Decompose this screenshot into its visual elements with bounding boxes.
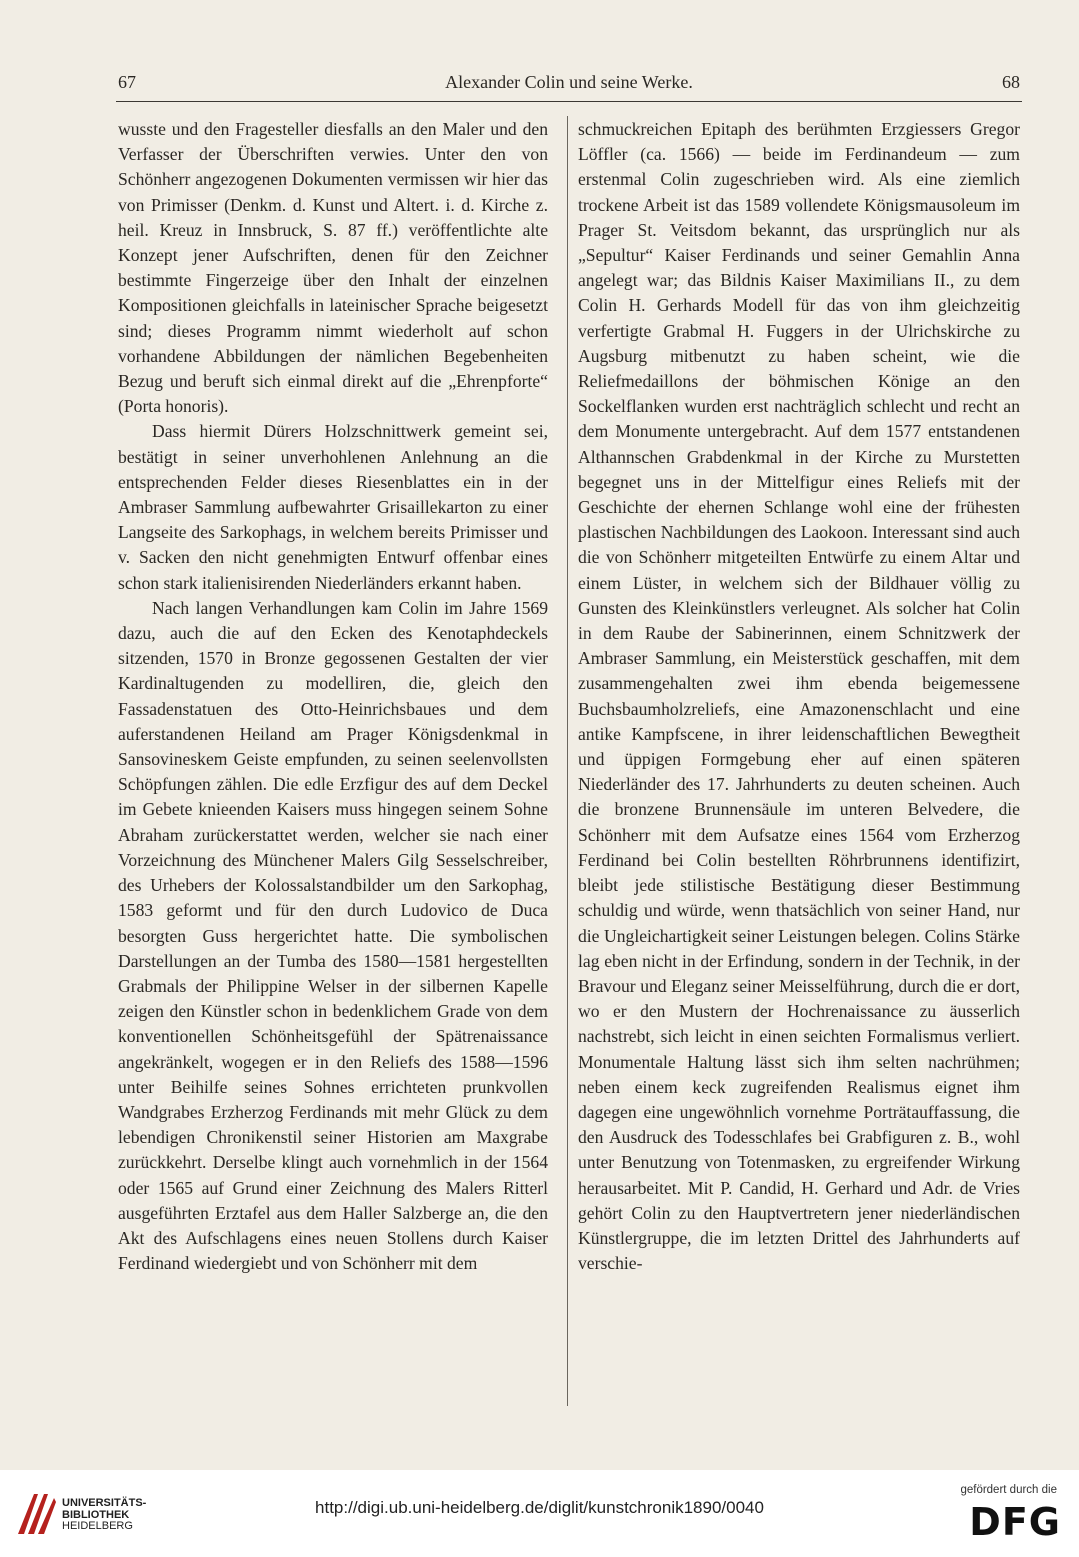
permalink-url[interactable]: http://digi.ub.uni-heidelberg.de/diglit/kunstchronik1890/0040 [315, 1498, 764, 1517]
funded-by-label: gefördert durch die [960, 1484, 1057, 1496]
column-divider [567, 116, 568, 1406]
running-header [116, 72, 1022, 98]
paragraph: schmuckreichen Epitaph des berühmten Erzgiessers Gregor Löffler (ca. 1566) — beide im Ferdinandeum — zum erstenmal Colin zugeschrieben wird. Als eine ziemlich trockene Arbeit ist das 1589 vollendete Königsmausoleum im Prager St. Veitsdom bekannt, das ursprünglich nur als „Sepultur“ Kaiser Ferdinands und seiner Gemahlin Anna angelegt war; das Bildnis Kaiser Maximilians II., zu dem Colin H. Gerhards Modell für das von ihm gleichzeitig verfertigte Grabmal H. Fuggers in der Ulrichskirche zu Augsburg mitbenutzt zu haben scheint, wie die Reliefmedaillons der böhmischen Könige an den Sockelflanken wurden erst nachträglich schlecht und recht an dem Monumente untergebracht. Auf dem 1577 entstandenen Althannschen Grabdenkmal in der Kirche zu Murstetten begegnet uns in der Mittelfigur eines Reliefs mit der Geschichte der ehernen Schlange wohl eine der frühesten plastischen Nachbildungen des Laokoon. Interessant sind auch die von Schönherr mitgeteilten Entwürfe zu einem Altar und einem Lüster, in welchem sich der Bildhauer völlig zu Gunsten des Kleinkünstlers verleugnet. Als solcher hat Colin in dem Raube der Sabinerinnen, einem Schnitzwerk der Ambraser Sammlung, ein Meisterstück geschaffen, mit dem zusammengehalten zwei ihm ebenda beigemessene Buchsbaumholzreliefs, eine Amazonenschlacht und eine antike Kampfscene, in ihrer leidenschaftlichen Bewegtheit und üppigen Formgebung eher auf einen späteren Niederländer des 17. Jahrhunderts zu deuten scheinen. Auch die bronzene Brunnensäule im unteren Belvedere, die Schönherr mit dem Aufsatze eines 1564 vom Erzherzog Ferdinand bei Colin bestellten Röhrbrunnens identifizirt, bleibt jede stilistische Bestätigung dieser Bestimmung schuldig und würde, wenn thatsächlich von seiner Hand, nur die Ungleichartigkeit seiner Leistungen belegen. Colins Stärke lag eben nicht in der Erfindung, sondern in der Technik, in der Bravour und Eleganz seiner Meisselführung, durch die er dort, wo er den Mustern der Hochrenaissance zu äusserlich nachstrebt, sich leicht in einen seichten Formalismus verliert. Monumentale Haltung lässt sich ihm selten nachrühmen; neben einem keck zugreifenden Realismus eignet ihm dagegen eine ungewöhnlich vornehme Porträtauffassung, die den Ausdruck des Todesschlafes bei Grabfiguren z. B., wohl unter Benutzung von Totenmasken, zu ergreifender Wirkung herausarbeitet. Mit P. Candid, H. Gerhard und Adr. de Vries gehört Colin zu den Hauptvertretern jener niederländischen Künstlergruppe, die im letzten Drittel des Jahrhunderts auf verschie- [578, 119, 1020, 1274]
library-name: UNIVERSITÄTS- BIBLIOTHEK HEIDELBERG [62, 1497, 147, 1532]
dfg-logo[interactable]: DFG [969, 1500, 1061, 1544]
paragraph: wusste und den Fragesteller diesfalls an den Maler und den Verfasser der Überschriften verwies. Unter den von Schönherr angezogenen Dokumenten vermissen wir hier das von Primisser (Denkm. d. Kunst und Altert. i. d. Kirche z. heil. Kreuz in Innsbruck, S. 87 ff.) veröffentlichte alte Konzept jener Aufschriften, denen für den Zeichner bestimmte Fingerzeige über den Inhalt der einzelnen Kompositionen gleichfalls in lateinischer Sprache beigesetzt sind; dieses Programm nimmt wiederholt auf schon vorhandene Abbildungen der nämlichen Begebenheiten Bezug und beruft sich einmal direkt auf die „Ehrenpforte“ (Porta honoris). [118, 119, 548, 417]
footer-bar [0, 1470, 1079, 1557]
header-rule [116, 101, 1022, 102]
paragraph: Nach langen Verhandlungen kam Colin im Jahre 1569 dazu, auch die auf den Ecken des Kenotaphdeckels sitzenden, 1570 in Bronze gegossenen Gestalten der vier Kardinaltugenden zu modelliren, die, gleich den Fassadenstatuen des Otto-Heinrichsbaues und dem auferstandenen Heiland am Prager Königsdenkmal in Sansovineskem Geiste empfunden, zu seinen seelenvollsten Schöpfungen zählen. Die edle Erzfigur des auf dem Deckel im Gebete knieenden Kaisers muss hingegen seinem Sohne Abraham zurückerstattet werden, welcher sie nach einer Vorzeichnung des Münchener Malers Gilg Sesselschreiber, des Urhebers der Kolossalstandbilder um den Sarkophag, 1583 geformt und für den durch Ludovico de Duca besorgten Guss hergerichtet hatte. Die symbolischen Darstellungen an der Tumba des 1580—1581 hergestellten Grabmals der Philippine Welser in der silbernen Kapelle zeigen den Künstler schon in bedenklichem Grade von dem konventionellen Schönheitsgefühl der Spätrenaissance angekränkelt, wogegen er in den Reliefs des 1588—1596 unter Beihilfe seines Sohnes errichteten prunkvollen Wandgrabes Erzherzog Ferdinands mit mehr Glück zu dem lebendigen Chronikenstil seiner Historien am Maxgrabe zurückkehrt. Derselbe klingt auch vornehmlich in der 1564 oder 1565 auf Grund einer Zeichnung des Malers Ritterl ausgeführten Erztafel aus dem Haller Salzberge an, die den Akt des Aufschlagens eines neuen Stollens durch Kaiser Ferdinand wiedergiebt und von Schönherr mit dem [118, 597, 548, 1274]
right-column [578, 117, 1020, 1276]
paragraph: Dass hiermit Dürers Holzschnittwerk gemeint sei, bestätigt in seiner unverhohlenen Anlehnung an die entsprechenden Felder dieses Riesenblattes ein in der Ambraser Sammlung aufbewahrter Grisaillekarton zu einer Langseite des Sarkophags, in welchem bereits Primisser und v. Sacken den nicht genehmigten Entwurf offenbar eines schon stark italienisirenden Niederländers erkannt haben. [118, 421, 548, 593]
running-title: Alexander Colin und seine Werke. [445, 72, 693, 92]
page-number-left: 67 [118, 72, 136, 92]
left-column [118, 117, 548, 1276]
page-number-right: 68 [1002, 72, 1020, 92]
